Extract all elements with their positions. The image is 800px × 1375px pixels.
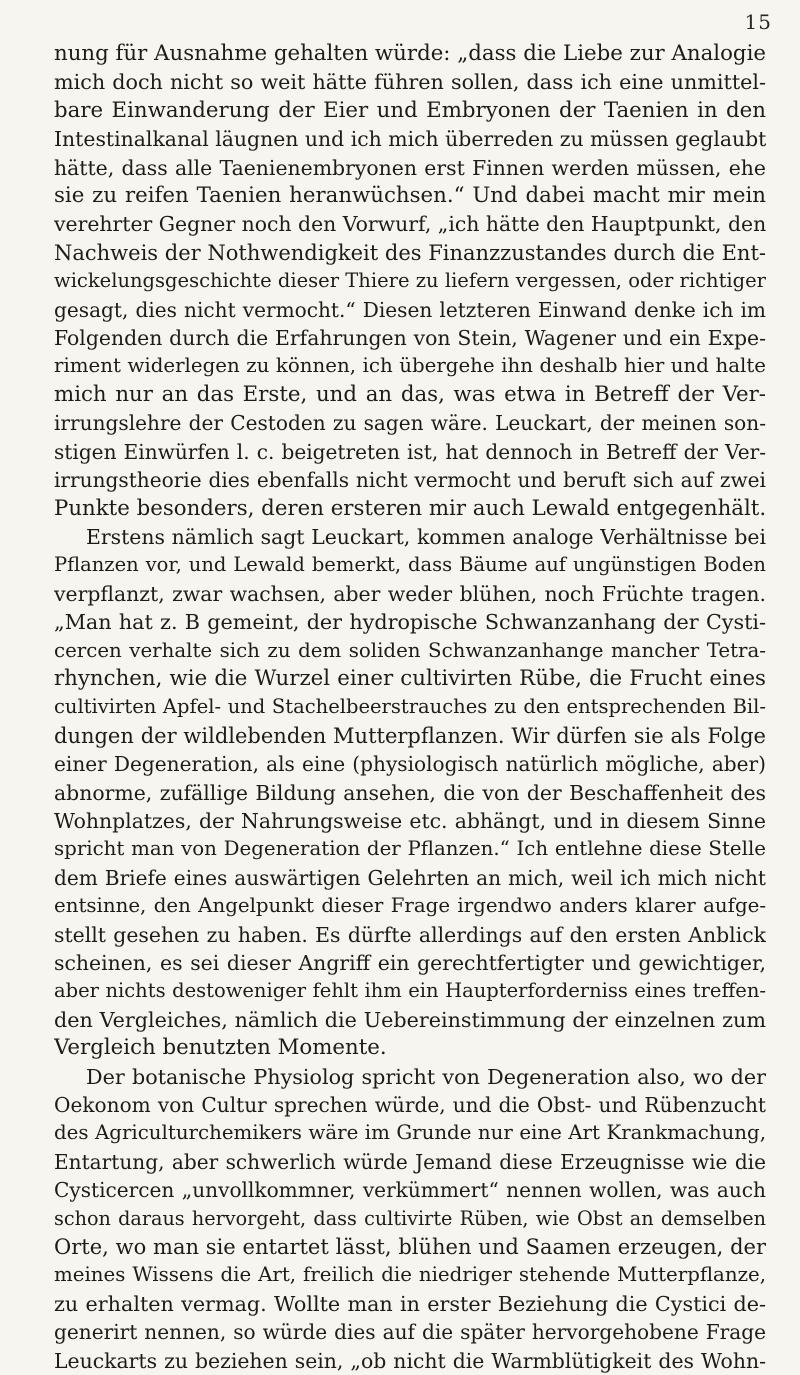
text-line: spricht man von Degeneration der Pflanzen.“ Ich entlehne diese Stelle <box>54 837 766 861</box>
text-line: Punkte besonders, deren ersteren mir auch Lewald entgegenhält. <box>54 495 766 521</box>
text-line: Entartung, aber schwerlich würde Jemand diese Erzeugnisse wie die <box>54 1149 766 1174</box>
text-line: Wohnplatzes, der Nahrungsweise etc. abhängt, und in diesem Sinne <box>54 808 766 833</box>
text-line: Orte, wo man sie entartet lässt, blühen und Saamen erzeugen, der <box>54 1235 766 1260</box>
text-line: generirt nennen, so würde dies auf die später hervorgehobene Frage <box>54 1320 766 1345</box>
text-line: mich doch nicht so weit hätte führen sollen, dass ich eine unmittel- <box>54 70 766 95</box>
text-line: „Man hat z. B gemeint, der hydropische Schwanzanhang der Cysti- <box>54 610 766 635</box>
text-line: des Agriculturchemikers wäre im Grunde nur eine Art Krankmachung, <box>54 1121 766 1145</box>
text-line: Nachweis der Nothwendigkeit des Finanzzustandes durch die Ent- <box>54 240 766 265</box>
text-line: entsinne, den Angelpunkt dieser Frage irgendwo anders klarer aufge- <box>54 894 766 918</box>
text-line: Pflanzen vor, und Lewald bemerkt, dass Bäume auf ungünstigen Boden <box>54 553 766 577</box>
text-line: dem Briefe eines auswärtigen Gelehrten an mich, weil ich mich nicht <box>54 865 766 890</box>
text-line: riment widerlegen zu können, ich übergehe ihn deshalb hier und halte <box>54 354 766 378</box>
text-line: rhynchen, wie die Wurzel einer cultivirten Rübe, die Frucht eines <box>54 665 766 691</box>
text-line: nung für Ausnahme gehalten würde: „dass die Liebe zur Analogie <box>54 41 766 66</box>
paragraph <box>54 1063 766 1375</box>
text-line: Der botanische Physiolog spricht von Degeneration also, wo der <box>86 1064 766 1089</box>
text-line: den Vergleiches, nämlich die Uebereinstimmung der einzelnen zum <box>54 1007 766 1032</box>
text-line: Vergleich benutzten Momente. <box>54 1035 387 1061</box>
paragraph <box>54 40 766 523</box>
text-line: cercen verhalte sich zu dem soliden Schwanzanhange mancher Tetra- <box>54 638 766 662</box>
text-line: irrungstheorie dies ebenfalls nicht vermocht und beruft sich auf zwei <box>54 468 766 493</box>
text-line: mich nur an das Erste, und an das, was etwa in Betreff der Ver- <box>54 381 766 407</box>
text-line: scheinen, es sei dieser Angriff ein gerechtfertigter und gewichtiger, <box>54 951 766 975</box>
text-line: meines Wissens die Art, freilich die niedriger stehende Mutterpflanze, <box>54 1263 766 1287</box>
text-line: schon daraus hervorgeht, dass cultivirte Rüben, wie Obst an demselben <box>54 1206 766 1230</box>
text-line: verpflanzt, zwar wachsen, aber weder blühen, noch Früchte tragen. <box>54 581 766 606</box>
text-line: hätte, dass alle Taenienembryonen erst Finnen werden müssen, ehe <box>54 155 766 180</box>
text-line: verehrter Gegner noch den Vorwurf, „ich hätte den Hauptpunkt, den <box>54 212 766 237</box>
text-line: einer Degeneration, als eine (physiologisch natürlich mögliche, aber) <box>54 752 766 777</box>
text-line: Folgenden durch die Erfahrungen von Stein, Wagener und ein Expe- <box>54 326 766 351</box>
text-line: cultivirten Apfel- und Stachelbeerstrauches zu den entsprechenden Bil- <box>54 695 766 719</box>
text-line: sie zu reifen Taenien heranwüchsen.“ Und dabei macht mir mein <box>54 183 766 209</box>
text-line: zu erhalten vermag. Wollte man in erster Beziehung die Cystici de- <box>54 1291 766 1316</box>
text-line: Oekonom von Cultur sprechen würde, und die Obst- und Rübenzucht <box>54 1093 766 1118</box>
text-line: bare Einwanderung der Eier und Embryonen der Taenien in den <box>54 97 766 123</box>
body-text <box>54 40 766 1375</box>
text-line: Leuckarts zu beziehen sein, „ob nicht die Warmblütigkeit des Wohn- <box>54 1348 766 1373</box>
text-line: wickelungsgeschichte dieser Thiere zu liefern vergessen, oder richtiger <box>54 269 766 293</box>
text-line: Erstens nämlich sagt Leuckart, kommen analoge Verhältnisse bei <box>86 524 766 549</box>
page-number: 15 <box>744 10 772 34</box>
text-line: Intestinalkanal läugnen und ich mich überreden zu müssen geglaubt <box>54 127 766 152</box>
text-line: irrungslehre der Cestoden zu sagen wäre. Leuckart, der meinen son- <box>54 411 766 436</box>
text-line: stigen Einwürfen l. c. beigetreten ist, hat dennoch in Betreff der Ver- <box>54 439 766 464</box>
text-line: abnorme, zufällige Bildung ansehen, die von der Beschaffenheit des <box>54 780 766 805</box>
text-line: dungen der wildlebenden Mutterpflanzen. Wir dürfen sie als Folge <box>54 723 766 748</box>
paragraph <box>54 523 766 1063</box>
text-line: stellt gesehen zu haben. Es dürfte allerdings auf den ersten Anblick <box>54 922 766 947</box>
text-line: aber nichts destoweniger fehlt ihm ein Haupterforderniss eines treffen- <box>54 979 766 1003</box>
text-line: gesagt, dies nicht vermocht.“ Diesen letzteren Einwand denke ich im <box>54 297 766 322</box>
text-line: Cysticercen „unvollkommner, verkümmert“ nennen wollen, was auch <box>54 1178 766 1203</box>
